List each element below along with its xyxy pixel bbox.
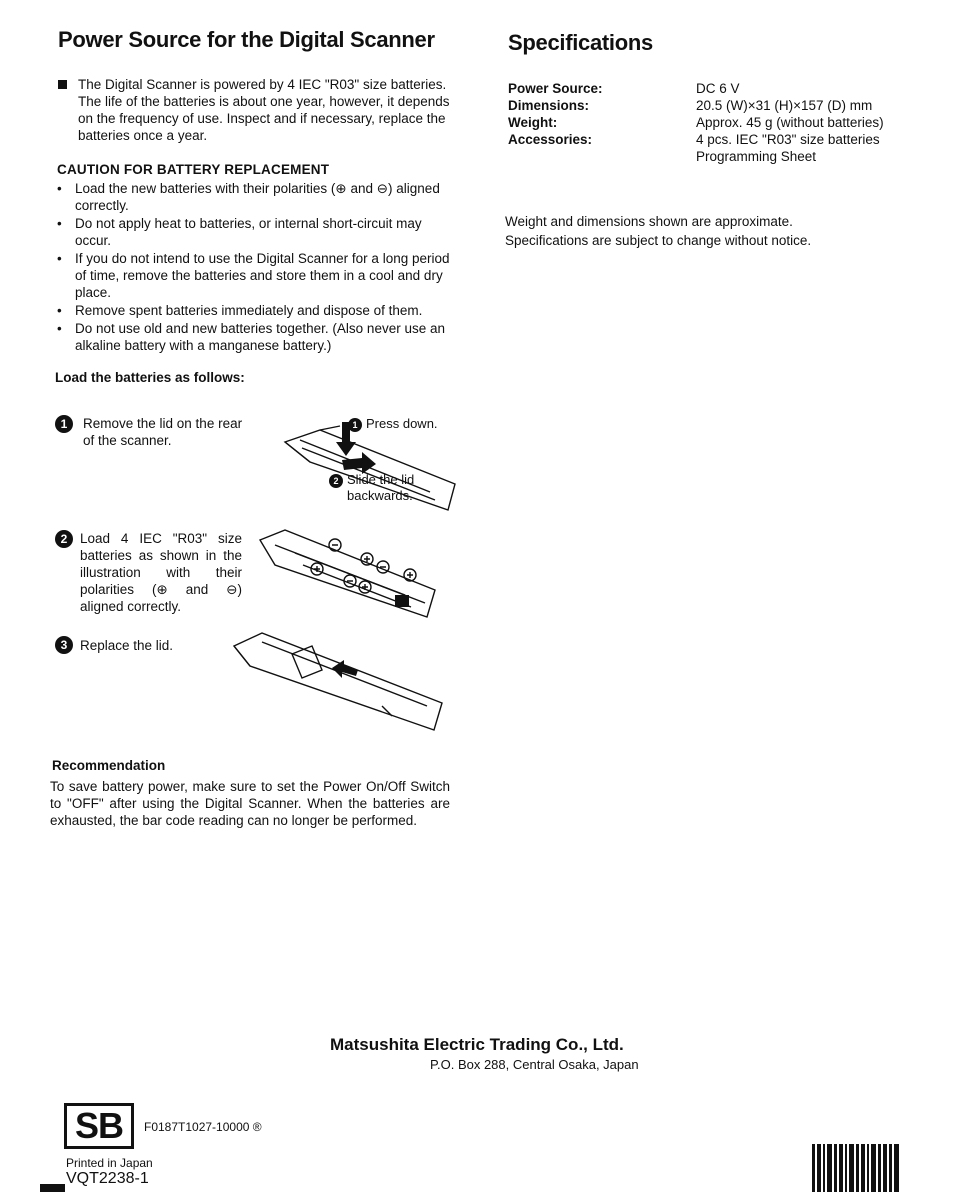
table-row	[508, 131, 884, 148]
press-down-label: Press down.	[366, 416, 438, 431]
list-item: • If you do not intend to use the Digital Scanner for a long period of time, remove the batteries and store them in a cool and dry place.	[57, 251, 450, 300]
callout-number: 2	[329, 474, 343, 488]
page-title: Power Source for the Digital Scanner	[58, 27, 435, 52]
spec-value: Approx. 45 g (without batteries)	[696, 115, 884, 130]
spec-value: DC 6 V	[696, 81, 740, 96]
spec-key: Power Source:	[508, 81, 603, 96]
table-row	[508, 80, 884, 97]
caution-title: CAUTION FOR BATTERY REPLACEMENT	[57, 162, 330, 177]
list-item: • Remove spent batteries immediately and dispose of them.	[57, 303, 423, 318]
printed-in: Printed in Japan	[66, 1156, 153, 1170]
sb-logo: SB	[64, 1103, 134, 1149]
specifications-table	[508, 80, 884, 165]
list-item: • Load the new batteries with their polarities (⊕ and ⊖) aligned correctly.	[57, 181, 440, 213]
spec-note: Specifications are subject to change without notice.	[505, 233, 812, 248]
spec-value: 20.5 (W)×31 (H)×157 (D) mm	[696, 98, 873, 113]
step-number: 3	[55, 636, 73, 654]
recommendation-title: Recommendation	[52, 758, 166, 773]
spec-key: Accessories:	[508, 132, 593, 147]
replace-lid-illustration	[232, 628, 447, 733]
table-row	[508, 148, 884, 165]
table-row	[508, 114, 884, 131]
spec-key: Dimensions:	[508, 98, 590, 113]
product-code: F0187T1027-10000 ®	[144, 1120, 262, 1134]
spec-key	[508, 148, 696, 165]
document-id: VQT2238-1	[66, 1170, 149, 1187]
spec-value: 4 pcs. IEC "R03" size batteries	[696, 132, 880, 147]
marker-bar	[40, 1184, 65, 1192]
step-number: 1	[55, 415, 73, 433]
step-number: 2	[55, 530, 73, 548]
step-text: Remove the lid on the rear of the scanner.	[83, 416, 243, 448]
intro-text: The Digital Scanner is powered by 4 IEC "R03" size batteries. The life of the batteries is about one year, however, it depends on the frequency of use. Inspect and if necessary, replace the batteries once a year.	[78, 77, 450, 143]
callout-number: 1	[348, 418, 362, 432]
spec-note: Weight and dimensions shown are approximate.	[505, 214, 793, 229]
company-address: P.O. Box 288, Central Osaka, Japan	[430, 1057, 639, 1072]
table-row	[508, 97, 884, 114]
intro-paragraph	[58, 76, 458, 144]
specifications-title: Specifications	[508, 30, 653, 55]
slide-lid-label: Slide the lid backwards.	[347, 472, 415, 503]
step-text: Load 4 IEC "R03" size batteries as shown in the illustration with their polarities (⊕ and ⊖) aligned correctly.	[80, 531, 242, 614]
list-item: • Do not use old and new batteries together. (Also never use an alkaline battery with a manganese battery.)	[57, 321, 445, 353]
barcode	[812, 1144, 914, 1192]
recommendation-text: To save battery power, make sure to set the Power On/Off Switch to "OFF" after using the Digital Scanner. When the batteries are exhausted, the bar code reading can no longer be performed.	[50, 779, 450, 828]
company-name: Matsushita Electric Trading Co., Ltd.	[330, 1035, 624, 1054]
load-title: Load the batteries as follows:	[55, 370, 245, 385]
spec-value: Programming Sheet	[696, 149, 817, 164]
spec-key: Weight:	[508, 115, 558, 130]
step-text: Replace the lid.	[80, 638, 174, 653]
caution-list	[55, 180, 455, 355]
list-item: • Do not apply heat to batteries, or internal short-circuit may occur.	[57, 216, 422, 248]
battery-loading-illustration	[255, 525, 440, 623]
square-bullet-icon	[58, 80, 67, 89]
